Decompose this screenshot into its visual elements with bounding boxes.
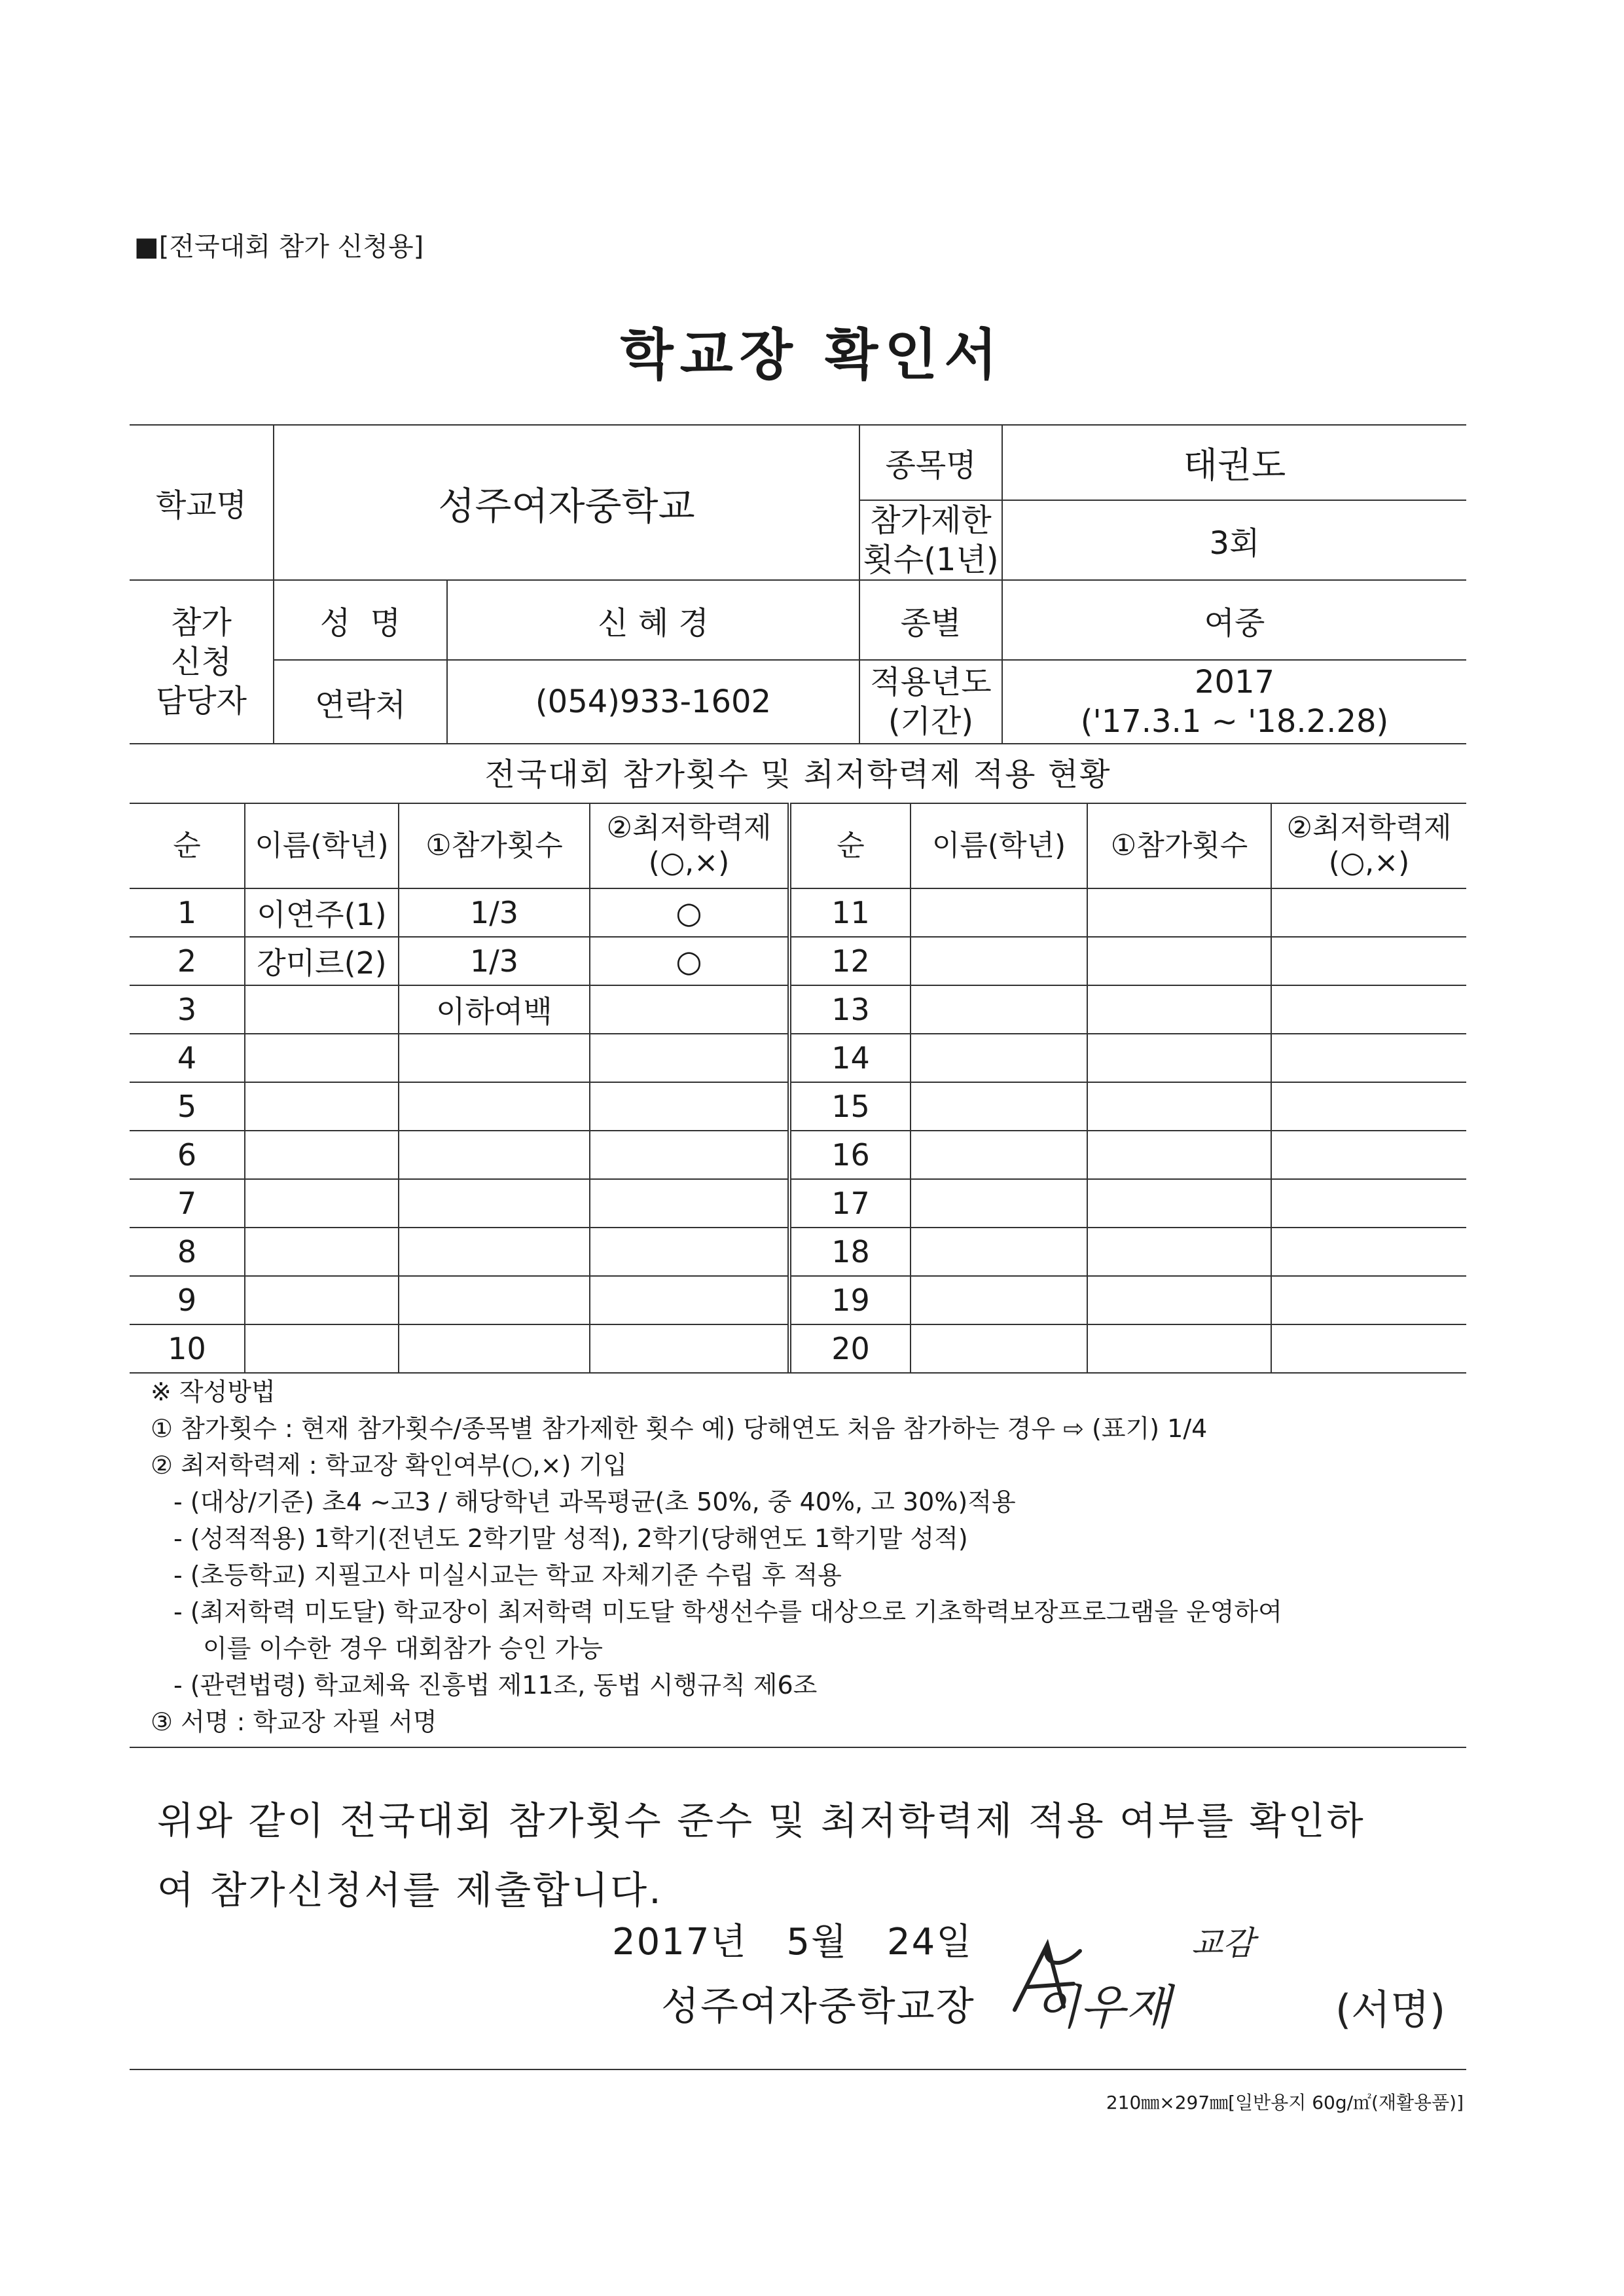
- roster-header-row: [130, 803, 1466, 888]
- manager-label-line3: 담당자: [155, 683, 247, 720]
- form-type-label: ■[전국대회 참가 신청용]: [134, 232, 424, 262]
- principal-title: 성주여자중학교장: [661, 1984, 975, 2030]
- row-name: 이연주(1): [245, 888, 399, 937]
- row-name-right: [911, 985, 1087, 1034]
- table-row: [130, 1324, 1466, 1373]
- paper-spec: 210㎜×297㎜[일반용지 60g/㎡(재활용품)]: [1106, 2092, 1464, 2113]
- row-name-right: [911, 937, 1087, 985]
- header-no-right: 순: [789, 803, 911, 888]
- header-min-line2: (○,×): [648, 846, 730, 879]
- row-count-right: [1087, 1179, 1271, 1228]
- row-name-right: [911, 1324, 1087, 1373]
- contact-value: (054)933-1602: [447, 660, 859, 744]
- row-no: 4: [130, 1034, 245, 1082]
- table-row: [130, 1228, 1466, 1276]
- row-count-right: [1087, 1228, 1271, 1276]
- year-value: 2017: [1194, 664, 1275, 701]
- year-label-line2: (기간): [888, 703, 974, 740]
- table-row: [130, 937, 1466, 985]
- row-name-right: [911, 1276, 1087, 1324]
- manager-name: 신 혜 경: [447, 580, 859, 660]
- row-count: 이하여백: [399, 985, 590, 1034]
- row-count-right: [1087, 1131, 1271, 1179]
- row-name-right: [911, 1082, 1087, 1131]
- row-min: [590, 1276, 789, 1324]
- gender-label: 종별: [859, 580, 1002, 660]
- header-no: 순: [130, 803, 245, 888]
- header-min-right-line1: ②최저학력제: [1286, 811, 1452, 845]
- row-no: 5: [130, 1082, 245, 1131]
- school-label: 학교명: [130, 425, 274, 580]
- row-min: [590, 1228, 789, 1276]
- row-count: [399, 1034, 590, 1082]
- row-count: 1/3: [399, 937, 590, 985]
- section-title: 전국대회 참가횟수 및 최저학력제 적용 현황: [484, 756, 1111, 793]
- row-min-right: [1271, 985, 1466, 1034]
- row-count-right: [1087, 888, 1271, 937]
- table-row: [130, 1082, 1466, 1131]
- note-1: ① 참가횟수 : 현재 참가횟수/종목별 참가제한 횟수 예) 당해연도 처음 참가하는 경우 ⇨ (표기) 1/4: [151, 1414, 1208, 1443]
- row-no: 1: [130, 888, 245, 937]
- instructions: [151, 1374, 1466, 1740]
- row-min-right: [1271, 1179, 1466, 1228]
- row-min-right: [1271, 1276, 1466, 1324]
- row-min-right: [1271, 1131, 1466, 1179]
- row-name-right: [911, 1034, 1087, 1082]
- row-no: 10: [130, 1324, 245, 1373]
- row-name: [245, 1228, 399, 1276]
- row-count: [399, 1324, 590, 1373]
- contact-label: 연락처: [274, 660, 447, 744]
- header-min: [590, 803, 789, 888]
- confirmation-line2: 여 참가신청서를 제출합니다.: [157, 1868, 663, 1912]
- row-count: [399, 1082, 590, 1131]
- note-2e: - (관련법령) 학교체육 진흥법 제11조, 동법 시행규칙 제6조: [173, 1671, 818, 1700]
- header-min-right-line2: (○,×): [1328, 846, 1410, 879]
- year-label: [859, 660, 1002, 744]
- header-name-right: 이름(학년): [911, 803, 1087, 888]
- handwritten-title: 교감: [1191, 1924, 1255, 1962]
- row-no-right: 17: [789, 1179, 911, 1228]
- row-min: ○: [590, 937, 789, 985]
- note-2a: - (대상/기준) 초4 ~고3 / 해당학년 과목평균(초 50%, 중 40%, 고 30%)적용: [173, 1487, 1016, 1516]
- header-min-right: [1271, 803, 1466, 888]
- year-value-cell: [1002, 660, 1466, 744]
- row-count-right: [1087, 1034, 1271, 1082]
- row-count-right: [1087, 1276, 1271, 1324]
- row-min-right: [1271, 1034, 1466, 1082]
- row-name: [245, 1324, 399, 1373]
- limit-label-line1: 참가제한: [870, 502, 992, 539]
- note-2: ② 최저학력제 : 학교장 확인여부(○,×) 기입: [151, 1451, 627, 1480]
- table-row: [130, 1179, 1466, 1228]
- roster-table: [130, 803, 1466, 1374]
- note-2d: - (최저학력 미도달) 학교장이 최저학력 미도달 학생선수를 대상으로 기초학력보장프로그램을 운영하여: [173, 1597, 1282, 1626]
- row-name-right: [911, 1131, 1087, 1179]
- row-min-right: [1271, 937, 1466, 985]
- limit-value: 3회: [1002, 500, 1466, 580]
- table-row: [130, 1034, 1466, 1082]
- row-no: 8: [130, 1228, 245, 1276]
- sport-value: 태권도: [1002, 425, 1466, 500]
- row-no-right: 20: [789, 1324, 911, 1373]
- row-min: [590, 985, 789, 1034]
- row-count: [399, 1131, 590, 1179]
- row-count-right: [1087, 985, 1271, 1034]
- row-no-right: 11: [789, 888, 911, 937]
- document-title: 학교장 확인서: [620, 323, 1004, 387]
- row-name: [245, 1276, 399, 1324]
- row-min-right: [1271, 888, 1466, 937]
- row-min: [590, 1179, 789, 1228]
- row-count: [399, 1228, 590, 1276]
- period-value: ('17.3.1 ~ '18.2.28): [1080, 703, 1389, 740]
- row-no-right: 15: [789, 1082, 911, 1131]
- table-row: [130, 888, 1466, 937]
- row-no: 6: [130, 1131, 245, 1179]
- table-row: [130, 985, 1466, 1034]
- note-2b: - (성적적용) 1학기(전년도 2학기말 성적), 2학기(당해연도 1학기말 성적): [173, 1524, 968, 1553]
- row-no: 9: [130, 1276, 245, 1324]
- school-name: 성주여자중학교: [274, 425, 859, 580]
- row-min: [590, 1034, 789, 1082]
- row-name: [245, 1179, 399, 1228]
- row-no-right: 19: [789, 1276, 911, 1324]
- notes-heading: ※ 작성방법: [151, 1377, 276, 1406]
- limit-label: [859, 500, 1002, 580]
- row-count-right: [1087, 1082, 1271, 1131]
- header-count-right: ①참가횟수: [1087, 803, 1271, 888]
- row-no: 2: [130, 937, 245, 985]
- row-no-right: 18: [789, 1228, 911, 1276]
- manager-label-line1: 참가: [171, 604, 232, 641]
- row-no-right: 14: [789, 1034, 911, 1082]
- row-count: 1/3: [399, 888, 590, 937]
- table-row: [130, 1276, 1466, 1324]
- note-2c: - (초등학교) 지필고사 미실시교는 학교 자체기준 수립 후 적용: [173, 1561, 842, 1590]
- table-row: [130, 1131, 1466, 1179]
- row-count-right: [1087, 1324, 1271, 1373]
- header-min-line1: ②최저학력제: [606, 811, 772, 845]
- school-info-table: [130, 424, 1466, 744]
- name-label: 성 명: [274, 580, 447, 660]
- sport-label: 종목명: [859, 425, 1002, 500]
- row-min: [590, 1131, 789, 1179]
- header-count: ①참가횟수: [399, 803, 590, 888]
- manager-label: [130, 580, 274, 744]
- row-name: [245, 1131, 399, 1179]
- row-min: ○: [590, 888, 789, 937]
- row-min-right: [1271, 1324, 1466, 1373]
- notes-bottom-rule: [130, 1747, 1466, 1748]
- row-no: 7: [130, 1179, 245, 1228]
- row-min: [590, 1082, 789, 1131]
- limit-label-line2: 횟수(1년): [863, 541, 999, 578]
- row-no-right: 12: [789, 937, 911, 985]
- row-no-right: 13: [789, 985, 911, 1034]
- note-2d-cont: 이를 이수한 경우 대회참가 승인 가능: [203, 1634, 604, 1663]
- row-min-right: [1271, 1228, 1466, 1276]
- row-count: [399, 1179, 590, 1228]
- header-name: 이름(학년): [245, 803, 399, 888]
- confirmation-line1: 위와 같이 전국대회 참가횟수 준수 및 최저학력제 적용 여부를 확인하: [157, 1798, 1365, 1843]
- row-name: 강미르(2): [245, 937, 399, 985]
- submission-date: 2017년 5월 24일: [612, 1921, 973, 1963]
- gender-value: 여중: [1002, 580, 1466, 660]
- row-no-right: 16: [789, 1131, 911, 1179]
- row-name-right: [911, 1228, 1087, 1276]
- note-3: ③ 서명 : 학교장 자필 서명: [151, 1707, 437, 1736]
- row-name: [245, 985, 399, 1034]
- row-min-right: [1271, 1082, 1466, 1131]
- row-name: [245, 1082, 399, 1131]
- confirmation-text: [157, 1786, 1453, 1925]
- row-name: [245, 1034, 399, 1082]
- row-name-right: [911, 1179, 1087, 1228]
- row-no: 3: [130, 985, 245, 1034]
- footer-rule: [130, 2069, 1466, 2070]
- handwritten-name: 이우재: [1034, 1980, 1171, 2035]
- row-count: [399, 1276, 590, 1324]
- row-count-right: [1087, 937, 1271, 985]
- row-min: [590, 1324, 789, 1373]
- year-label-line1: 적용년도: [870, 664, 992, 701]
- manager-label-line2: 신청: [171, 644, 232, 680]
- row-name-right: [911, 888, 1087, 937]
- sign-label: (서명): [1335, 1986, 1446, 2033]
